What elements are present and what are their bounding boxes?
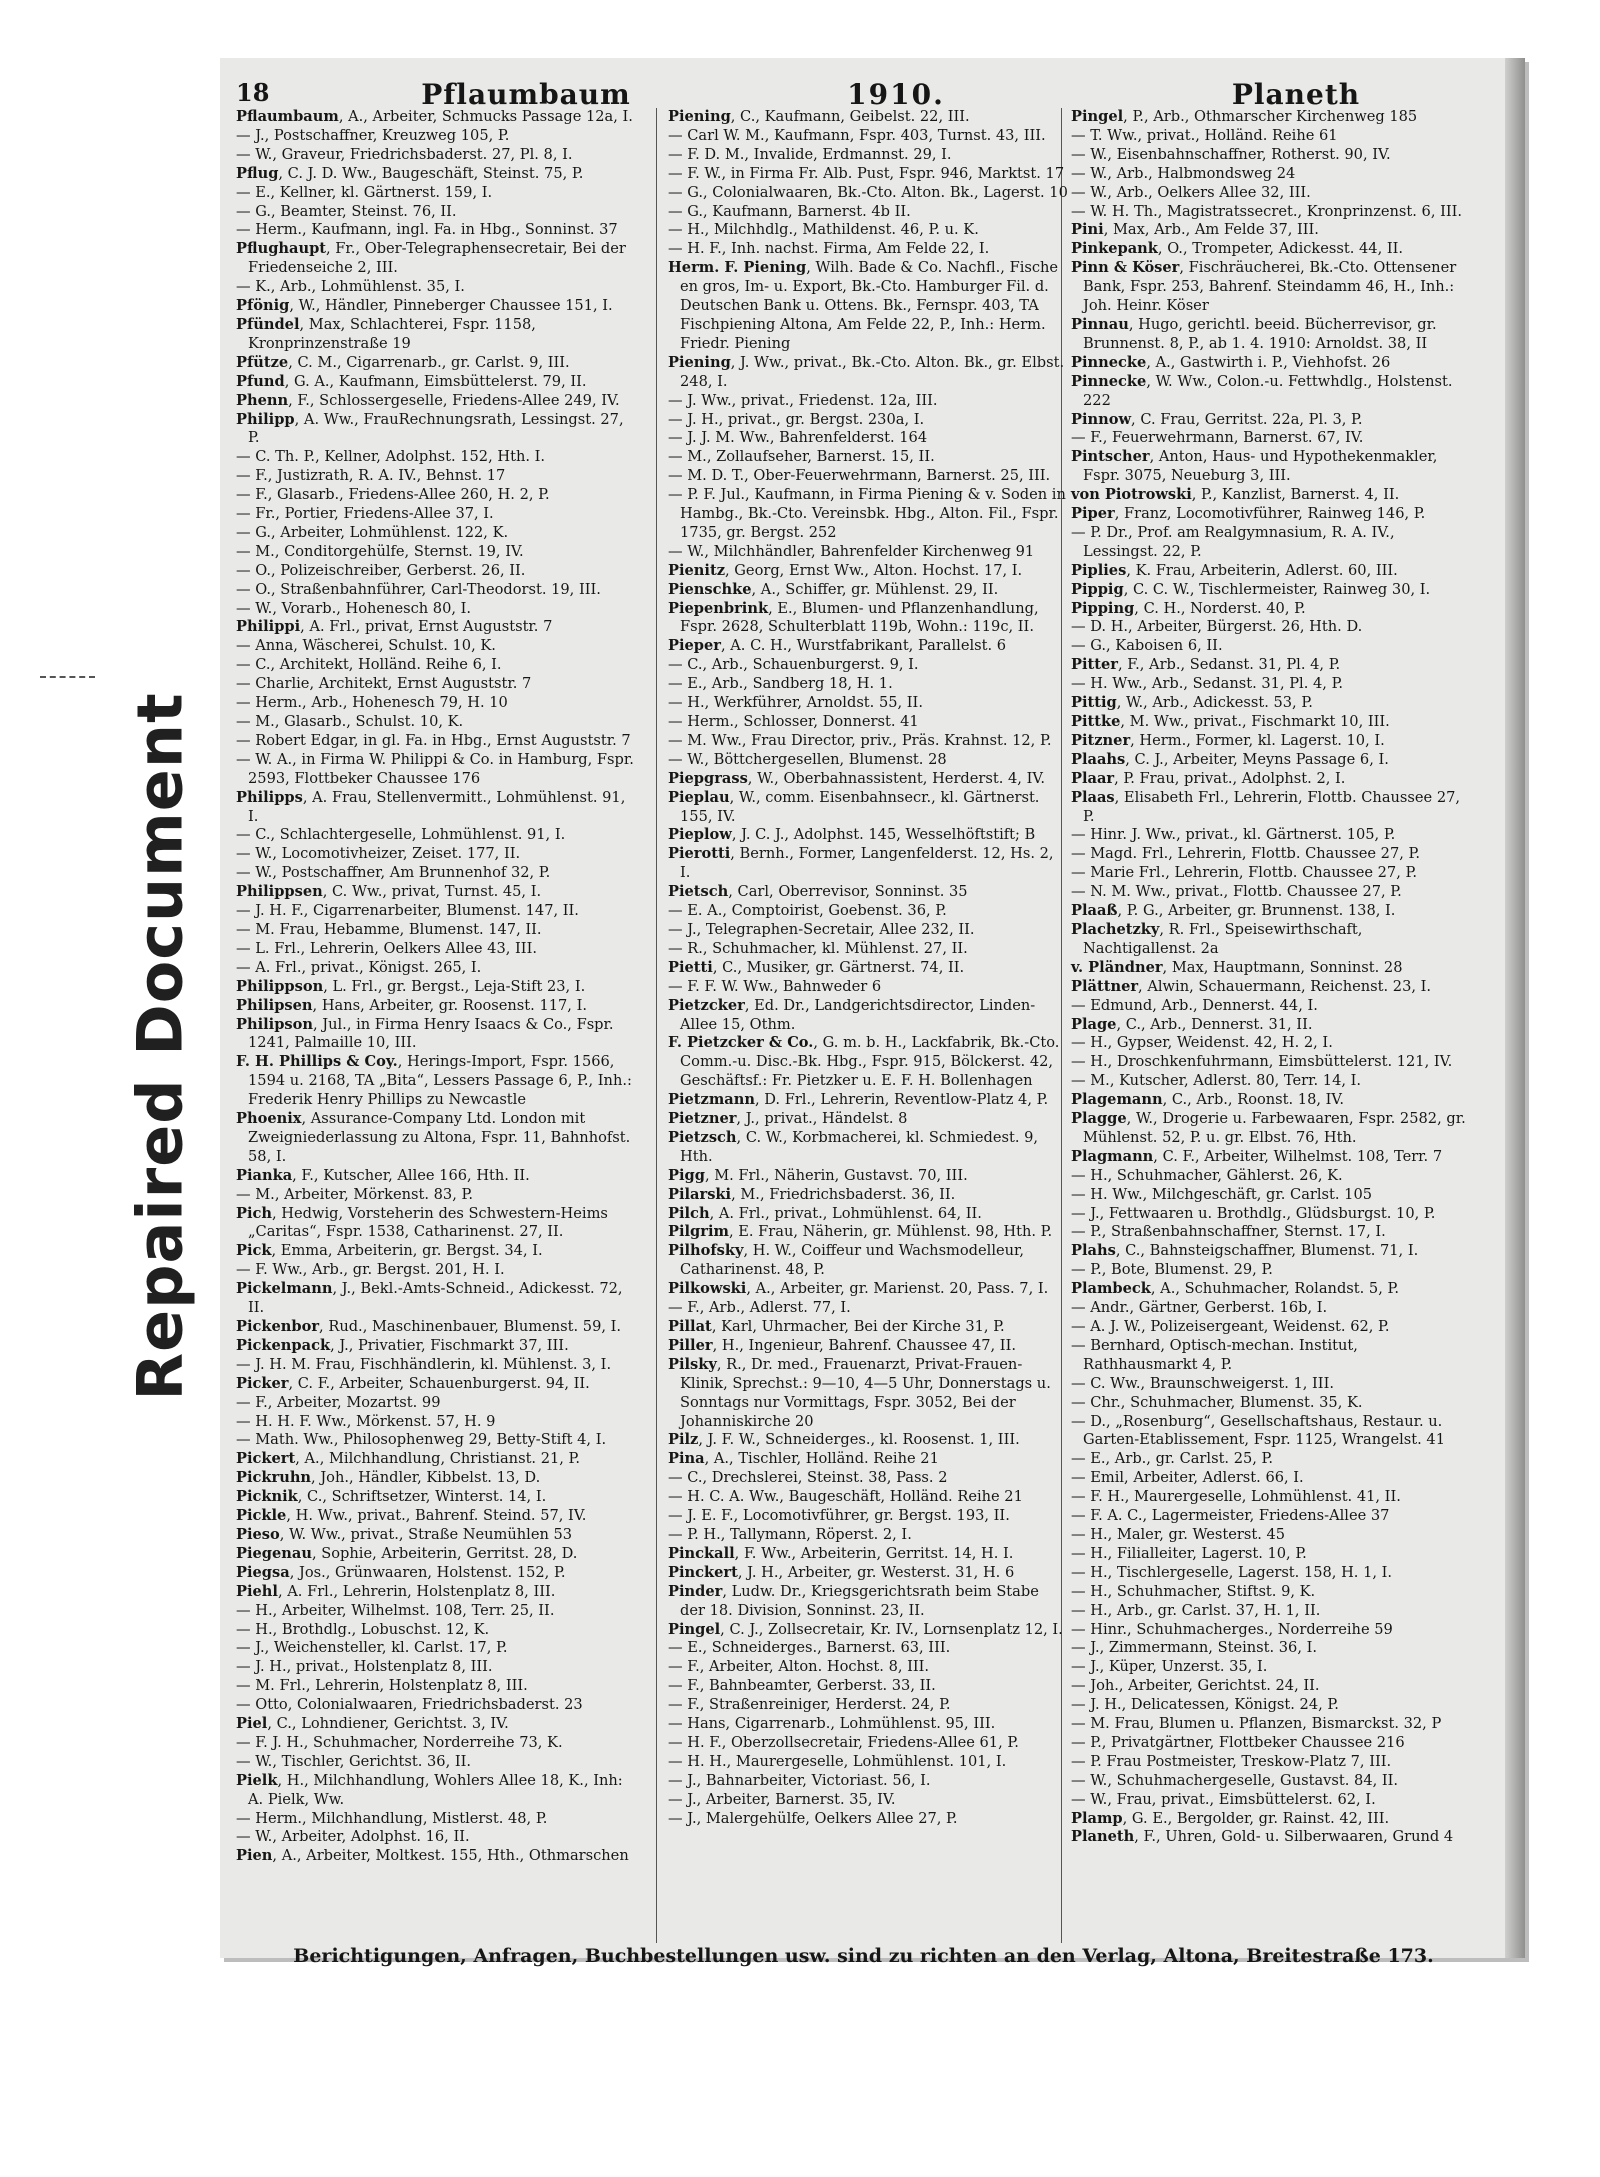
- directory-entry: — Marie Frl., Lehrerin, Flottb. Chaussee 27, P.: [1071, 864, 1417, 882]
- directory-entry: — H. H., Maurergeselle, Lohmühlenst. 101, I.: [668, 1752, 1007, 1770]
- directory-entry: — W., Arb., Oelkers Allee 32, III.: [1071, 183, 1311, 201]
- directory-entry: — N. M. Ww., privat., Flottb. Chaussee 27, P.: [1071, 883, 1402, 901]
- directory-entry: Pieplau, W., comm. Eisenbahnsecr., kl. Gärtnerst. 155, IV.: [668, 788, 1040, 825]
- directory-entry: — T. Ww., privat., Holländ. Reihe 61: [1071, 126, 1338, 144]
- directory-entry: — F., Arbeiter, Mozartst. 99: [236, 1393, 441, 1411]
- directory-entry: — Bernhard, Optisch-mechan. Institut, Rathhausmarkt 4, P.: [1071, 1336, 1358, 1373]
- directory-entry: — J., Telegraphen-Secretair, Allee 232, II.: [668, 920, 975, 938]
- directory-entry: Plaas, Elisabeth Frl., Lehrerin, Flottb. Chaussee 27, P.: [1071, 788, 1461, 825]
- directory-entry: Pitzner, Herm., Former, kl. Lagerst. 10, I.: [1071, 731, 1385, 749]
- directory-entry: — J. Ww., privat., Friedenst. 12a, III.: [668, 391, 938, 409]
- directory-entry: — M., Zollaufseher, Barnerst. 15, II.: [668, 448, 935, 466]
- directory-entry: — Edmund, Arb., Dennerst. 44, I.: [1071, 996, 1318, 1014]
- directory-entry: Philipps, A. Frau, Stellenvermitt., Lohmühlenst. 91, I.: [236, 788, 626, 825]
- directory-entry: — W., Postschaffner, Am Brunnenhof 32, P.: [236, 864, 551, 882]
- directory-entry: Pinnow, C. Frau, Gerritst. 22a, Pl. 3, P.: [1071, 410, 1363, 428]
- directory-entry: — P. H., Tallymann, Röperst. 2, I.: [668, 1525, 912, 1543]
- directory-entry: Phenn, F., Schlossergeselle, Friedens-Allee 249, IV.: [236, 391, 620, 409]
- directory-entry: — H. C. A. Ww., Baugeschäft, Holländ. Reihe 21: [668, 1488, 1023, 1506]
- directory-entry: Pitter, F., Arb., Sedanst. 31, Pl. 4, P.: [1071, 656, 1341, 674]
- directory-entry: — Herm., Schlosser, Donnerst. 41: [668, 713, 919, 730]
- directory-entry: Pilsky, R., Dr. med., Frauenarzt, Privat-Frauen-Klinik, Sprechst.: 9—10, 4—5 Uhr, Donnerstags u. Sonntags nur Vormittags, Fspr. 3052, Bei der Johanniskirche 20: [668, 1355, 1051, 1430]
- directory-entry: Pina, A., Tischler, Holländ. Reihe 21: [668, 1450, 939, 1468]
- directory-entry: Pilarski, M., Friedrichsbaderst. 36, II.: [668, 1185, 956, 1203]
- directory-entry: — J., Fettwaaren u. Brothdlg., Glüdsburgst. 10, P.: [1071, 1204, 1436, 1222]
- directory-entry: — W., Milchhändler, Bahrenfelder Kirchenweg 91: [668, 542, 1035, 560]
- directory-entry: Plagmann, C. F., Arbeiter, Wilhelmst. 108, Terr. 7: [1071, 1147, 1443, 1165]
- directory-entry: Pinkepank, O., Trompeter, Adickesst. 44, II.: [1071, 240, 1404, 258]
- directory-entry: — Carl W. M., Kaufmann, Fspr. 403, Turnst. 43, III.: [668, 126, 1046, 144]
- directory-entry: Plagge, W., Drogerie u. Farbewaaren, Fspr. 2582, gr. Mühlenst. 52, P. u. gr. Elbst. 76, Hth.: [1071, 1110, 1466, 1146]
- directory-entry: — F. D. M., Invalide, Erdmannst. 29, I.: [668, 145, 952, 163]
- directory-entry: Phoenix, Assurance-Company Ltd. London mit Zweigniederlassung zu Altona, Fspr. 11, Bahnhofst. 58, I.: [236, 1110, 631, 1165]
- directory-entry: Piper, Franz, Locomotivführer, Rainweg 146, P.: [1071, 505, 1426, 523]
- directory-entry: — H., Milchhdlg., Mathildenst. 46, P. u. K.: [668, 221, 979, 239]
- directory-entry: — J., Arbeiter, Barnerst. 35, IV.: [668, 1790, 896, 1808]
- directory-entry: Pinckall, F. Ww., Arbeiterin, Gerritst. 14, H. I.: [668, 1544, 1014, 1562]
- directory-entry: — W. H. Th., Magistratssecret., Kronprinzenst. 6, III.: [1071, 202, 1463, 220]
- directory-entry: Plagemann, C., Arb., Roonst. 18, IV.: [1071, 1091, 1345, 1109]
- directory-entry: — E., Arb., Sandberg 18, H. 1.: [668, 675, 893, 693]
- directory-entry: Pien, A., Arbeiter, Moltkest. 155, Hth., Othmarschen: [236, 1847, 629, 1865]
- directory-entry: — H., Brothdlg., Lobuschst. 12, K.: [236, 1620, 490, 1638]
- directory-entry: Pickenbor, Rud., Maschinenbauer, Blumenst. 59, I.: [236, 1318, 622, 1335]
- directory-entry: Pilgrim, E. Frau, Näherin, gr. Mühlenst. 98, Hth. P.: [668, 1223, 1053, 1241]
- directory-entry: — W., Eisenbahnschaffner, Rotherst. 90, IV.: [1071, 145, 1391, 163]
- directory-entry: Pilz, J. F. W., Schneiderges., kl. Roosenst. 1, III.: [668, 1431, 1020, 1449]
- directory-entry: — H., Maler, gr. Westerst. 45: [1071, 1525, 1286, 1543]
- directory-entry: Pickert, A., Milchhandlung, Christianst. 21, P.: [236, 1450, 581, 1468]
- directory-entry: — J. H., privat., Holstenplatz 8, III.: [236, 1658, 493, 1676]
- directory-entry: — Emil, Arbeiter, Adlerst. 66, I.: [1071, 1469, 1304, 1487]
- directory-entry: Pittke, M. Ww., privat., Fischmarkt 10, III.: [1071, 713, 1390, 730]
- directory-entry: Piepgrass, W., Oberbahnassistent, Herderst. 4, IV.: [668, 769, 1045, 787]
- directory-entry: Philipsen, Hans, Arbeiter, gr. Roosenst. 117, I.: [236, 996, 587, 1014]
- directory-entry: — H., Droschkenfuhrmann, Eimsbüttelerst. 121, IV.: [1071, 1053, 1453, 1071]
- directory-entry: Philippson, L. Frl., gr. Bergst., Leja-Stift 23, I.: [236, 977, 586, 995]
- directory-entry: Pfütze, C. M., Cigarrenarb., gr. Carlst. 9, III.: [236, 353, 570, 371]
- directory-entry: — P. Dr., Prof. am Realgymnasium, R. A. IV., Lessingst. 22, P.: [1071, 523, 1395, 560]
- directory-entry: Plaar, P. Frau, privat., Adolphst. 2, I.: [1071, 769, 1346, 787]
- directory-entry: — W. A., in Firma W. Philippi & Co. in Hamburg, Fspr. 2593, Flottbeker Chaussee 176: [236, 750, 634, 787]
- directory-entry: — Hinr., Schuhmacherges., Norderreihe 59: [1071, 1620, 1393, 1638]
- column-rule-1: [656, 108, 657, 1943]
- directory-entry: Philippi, A. Frl., privat, Ernst Auguststr. 7: [236, 618, 553, 636]
- directory-entry: Plaahs, C. J., Arbeiter, Meyns Passage 6, I.: [1071, 750, 1389, 768]
- directory-entry: Herm. F. Piening, Wilh. Bade & Co. Nachfl., Fische en gros, Im- u. Export, Bk.-Cto. Hamburger Fil. d. Deutschen Bank u. Ottens. Bk., Fernspr. 403, TA Fischpiening Altona, Am Felde 22, P., Inh.: Herm. Friedr. Piening: [668, 259, 1059, 352]
- directory-entry: — A. J. W., Polizeisergeant, Weidenst. 62, P.: [1071, 1318, 1390, 1335]
- directory-entry: — M. D. T., Ober-Feuerwehrmann, Barnerst. 25, III.: [668, 467, 1051, 485]
- directory-entry: — J., Weichensteller, kl. Carlst. 17, P.: [236, 1639, 508, 1657]
- directory-entry: — O., Polizeischreiber, Gerberst. 26, II.: [236, 561, 526, 579]
- directory-entry: — E., Schneiderges., Barnerst. 63, III.: [668, 1639, 951, 1657]
- directory-entry: — M., Conditorgehülfe, Sternst. 19, IV.: [236, 542, 524, 560]
- directory-entry: — Andr., Gärtner, Gerberst. 16b, I.: [1071, 1299, 1328, 1317]
- directory-entry: Pfündel, Max, Schlachterei, Fspr. 1158, Kronprinzenstraße 19: [236, 315, 536, 352]
- directory-entry: Pippig, C. C. W., Tischlermeister, Rainweg 30, I.: [1071, 580, 1431, 598]
- directory-entry: von Piotrowski, P., Kanzlist, Barnerst. 4, II.: [1071, 486, 1400, 504]
- directory-entry: — F., Justizrath, R. A. IV., Behnst. 17: [236, 467, 506, 485]
- directory-entry: — G., Beamter, Steinst. 76, II.: [236, 202, 457, 220]
- directory-entry: — W., Graveur, Friedrichsbaderst. 27, Pl. 8, I.: [236, 145, 573, 163]
- directory-entry: — Anna, Wäscherei, Schulst. 10, K.: [236, 637, 496, 655]
- directory-entry: — J., Bahnarbeiter, Victoriast. 56, I.: [668, 1771, 931, 1789]
- directory-entry: Pingel, C. J., Zollsecretair, Kr. IV., Lornsenplatz 12, I.: [668, 1620, 1063, 1638]
- directory-entry: Piplies, K. Frau, Arbeiterin, Adlerst. 60, III.: [1071, 561, 1398, 579]
- header-right-keyword: Planeth: [1231, 78, 1361, 111]
- directory-entry: Picknik, C., Schriftsetzer, Winterst. 14, I.: [236, 1488, 547, 1506]
- directory-entry: Pietti, C., Musiker, gr. Gärtnerst. 74, II.: [668, 958, 965, 976]
- directory-entry: Piehl, A. Frl., Lehrerin, Holstenplatz 8, III.: [236, 1582, 556, 1600]
- directory-entry: — J., Küper, Unzerst. 35, I.: [1071, 1658, 1268, 1676]
- directory-entry: — P. Frau Postmeister, Treskow-Platz 7, III.: [1071, 1752, 1392, 1770]
- directory-entry: — H., Gypser, Weidenst. 42, H. 2, I.: [1071, 1034, 1333, 1052]
- directory-entry: Pflughaupt, Fr., Ober-Telegraphensecretair, Bei der Friedenseiche 2, III.: [236, 240, 626, 277]
- directory-entry: Pfund, G. A., Kaufmann, Eimsbüttelerst. 79, II.: [236, 372, 587, 390]
- cut-mark: [40, 676, 95, 678]
- directory-entry: — H., Schuhmacher, Stiftst. 9, K.: [1071, 1582, 1316, 1600]
- directory-entry: — D., „Rosenburg“, Gesellschaftshaus, Restaur. u. Garten-Etablissement, Fspr. 1125, Wrangelst. 41: [1071, 1412, 1445, 1449]
- side-stamp: Repaired Document: [123, 692, 197, 1401]
- directory-entry: Pingel, P., Arb., Othmarscher Kirchenweg 185: [1071, 108, 1418, 125]
- directory-entry: — F., Arbeiter, Alton. Hochst. 8, III.: [668, 1658, 930, 1676]
- directory-entry: — C., Arb., Schauenburgerst. 9, I.: [668, 656, 919, 674]
- directory-entry: Piepenbrink, E., Blumen- und Pflanzenhandlung, Fspr. 2628, Schulterblatt 119b, Wohn.: 119c, II.: [668, 599, 1039, 636]
- directory-entry: — F., Feuerwehrmann, Barnerst. 67, IV.: [1071, 429, 1364, 447]
- directory-entry: — J., Malergehülfe, Oelkers Allee 27, P.: [668, 1809, 958, 1827]
- directory-entry: — H. Ww., Arb., Sedanst. 31, Pl. 4, P.: [1071, 675, 1344, 693]
- directory-entry: — F., Arb., Adlerst. 77, I.: [668, 1299, 851, 1317]
- directory-entry: Philippsen, C. Ww., privat, Turnst. 45, I.: [236, 883, 542, 901]
- directory-entry: — H. Ww., Milchgeschäft, gr. Carlst. 105: [1071, 1185, 1373, 1203]
- directory-entry: Pianka, F., Kutscher, Allee 166, Hth. II.: [236, 1166, 530, 1184]
- directory-entry: Pigg, M. Frl., Näherin, Gustavst. 70, III.: [668, 1166, 968, 1184]
- directory-entry: Plaaß, P. G., Arbeiter, gr. Brunnenst. 138, I.: [1071, 902, 1396, 920]
- directory-entry: — A. Frl., privat., Königst. 265, I.: [236, 958, 482, 976]
- directory-entry: — M. Ww., Frau Director, priv., Präs. Krahnst. 12, P.: [668, 731, 1052, 749]
- directory-entry: — F. A. C., Lagermeister, Friedens-Allee 37: [1071, 1507, 1390, 1525]
- directory-entry: Picker, C. F., Arbeiter, Schauenburgerst. 94, II.: [236, 1374, 590, 1392]
- directory-entry: F. H. Phillips & Coy., Herings-Import, Fspr. 1566, 1594 u. 2168, TA „Bita“, Lessers Passage 6, P., Inh.: Frederik Henry Phillips zu Newcastle: [236, 1053, 632, 1109]
- directory-entry: Pittig, W., Arb., Adickesst. 53, P.: [1071, 694, 1313, 712]
- directory-entry: Pielk, H., Milchhandlung, Wohlers Allee 18, K., Inh: A. Pielk, Ww.: [236, 1771, 623, 1808]
- directory-entry: Pickelmann, J., Bekl.-Amts-Schneid., Adickesst. 72, II.: [236, 1280, 623, 1317]
- directory-entry: — H. F., Inh. nachst. Firma, Am Felde 22, I.: [668, 240, 990, 258]
- directory-entry: — P., Privatgärtner, Flottbeker Chaussee 216: [1071, 1733, 1405, 1751]
- page-number: 18: [236, 78, 270, 107]
- directory-entry: — P., Bote, Blumenst. 29, P.: [1071, 1261, 1273, 1279]
- directory-entry: — Chr., Schuhmacher, Blumenst. 35, K.: [1071, 1393, 1363, 1411]
- directory-entry: Pflaumbaum, A., Arbeiter, Schmucks Passage 12a, I.: [236, 108, 633, 125]
- directory-entry: — J. J. M. Ww., Bahrenfelderst. 164: [668, 429, 928, 447]
- directory-entry: Pinnecke, W. Ww., Colon.-u. Fettwhdlg., Holstenst. 222: [1071, 372, 1453, 409]
- directory-entry: — Math. Ww., Philosophenweg 29, Betty-Stift 4, I.: [236, 1431, 607, 1449]
- directory-entry: Plage, C., Arb., Dennerst. 31, II.: [1071, 1015, 1313, 1033]
- column-1: [236, 108, 636, 1866]
- directory-entry: Pilkowski, A., Arbeiter, gr. Marienst. 20, Pass. 7, I.: [668, 1280, 1049, 1298]
- directory-entry: Pilhofsky, H. W., Coiffeur und Wachsmodelleur, Catharinenst. 48, P.: [668, 1242, 1025, 1279]
- directory-entry: — J. H. M. Frau, Fischhändlerin, kl. Mühlenst. 3, I.: [236, 1355, 612, 1373]
- directory-entry: Planeth, F., Uhren, Gold- u. Silberwaaren, Grund 4: [1071, 1828, 1454, 1846]
- directory-entry: — D. H., Arbeiter, Bürgerst. 26, Hth. D.: [1071, 618, 1363, 636]
- directory-entry: Pini, Max, Arb., Am Felde 37, III.: [1071, 221, 1319, 239]
- directory-entry: Pietzsch, C. W., Korbmacherei, kl. Schmiedest. 9, Hth.: [668, 1128, 1039, 1165]
- directory-entry: Piller, H., Ingenieur, Bahrenf. Chaussee 47, II.: [668, 1336, 1016, 1354]
- directory-entry: Piening, C., Kaufmann, Geibelst. 22, III.: [668, 108, 970, 125]
- directory-entry: Piegsa, Jos., Grünwaaren, Holstenst. 152, P.: [236, 1563, 566, 1581]
- directory-entry: — E. A., Comptoirist, Goebenst. 36, P.: [668, 902, 947, 920]
- directory-entry: — F. Ww., Arb., gr. Bergst. 201, H. I.: [236, 1261, 505, 1279]
- directory-entry: — Magd. Frl., Lehrerin, Flottb. Chaussee 27, P.: [1071, 845, 1421, 863]
- directory-entry: — G., Colonialwaaren, Bk.-Cto. Alton. Bk., Lagerst. 10: [668, 183, 1068, 201]
- directory-entry: Pickenpack, J., Privatier, Fischmarkt 37, III.: [236, 1336, 569, 1354]
- directory-entry: Pienschke, A., Schiffer, gr. Mühlenst. 29, II.: [668, 580, 999, 598]
- directory-entry: Philipp, A. Ww., FrauRechnungsrath, Lessingst. 27, P.: [236, 410, 624, 447]
- directory-entry: Pieper, A. C. H., Wurstfabrikant, Parallelst. 6: [668, 637, 1007, 655]
- directory-entry: — H. F., Oberzollsecretair, Friedens-Allee 61, P.: [668, 1733, 1019, 1751]
- column-2: [668, 108, 1068, 1828]
- directory-entry: — C., Architekt, Holländ. Reihe 6, I.: [236, 656, 502, 674]
- directory-entry: — C., Drechslerei, Steinst. 38, Pass. 2: [668, 1469, 948, 1487]
- directory-entry: — M., Glasarb., Schulst. 10, K.: [236, 713, 464, 730]
- directory-entry: — F. J. H., Schuhmacher, Norderreihe 73, K.: [236, 1733, 563, 1751]
- directory-entry: — F. F. W. Ww., Bahnweder 6: [668, 977, 882, 995]
- directory-entry: — H., Tischlergeselle, Lagerst. 158, H. 1, I.: [1071, 1563, 1393, 1581]
- directory-entry: Plamp, G. E., Bergolder, gr. Rainst. 42, III.: [1071, 1809, 1390, 1827]
- directory-entry: — W., Arb., Halbmondsweg 24: [1071, 164, 1296, 182]
- page-edge-shadow: [1505, 58, 1525, 1958]
- directory-entry: Plachetzky, R. Frl., Speisewirthschaft, Nachtigallenst. 2a: [1071, 920, 1363, 957]
- directory-entry: — M., Kutscher, Adlerst. 80, Terr. 14, I.: [1071, 1072, 1362, 1090]
- column-3: [1071, 108, 1471, 1847]
- directory-entry: v. Pländner, Max, Hauptmann, Sonninst. 28: [1071, 958, 1403, 976]
- directory-entry: — C., Schlachtergeselle, Lohmühlenst. 91, I.: [236, 826, 566, 844]
- directory-entry: Pieso, W. Ww., privat., Straße Neumühlen 53: [236, 1525, 573, 1543]
- directory-entry: — W., Schuhmachergeselle, Gustavst. 84, II.: [1071, 1771, 1399, 1789]
- directory-entry: — G., Arbeiter, Lohmühlenst. 122, K.: [236, 523, 509, 541]
- directory-entry: — C. Ww., Braunschweigerst. 1, III.: [1071, 1374, 1334, 1392]
- directory-entry: — K., Arb., Lohmühlenst. 35, I.: [236, 278, 465, 296]
- directory-entry: — M. Frau, Hebamme, Blumenst. 147, II.: [236, 920, 542, 938]
- directory-entry: Pinn & Köser, Fischräucherei, Bk.-Cto. Ottensener Bank, Fspr. 253, Bahrenf. Steindamm 46, H., Inh.: Joh. Heinr. Köser: [1071, 259, 1457, 315]
- directory-entry: — P., Straßenbahnschaffner, Sternst. 17, I.: [1071, 1223, 1386, 1241]
- directory-entry: — J. H. F., Cigarrenarbeiter, Blumenst. 147, II.: [236, 902, 579, 920]
- directory-entry: — F., Straßenreiniger, Herderst. 24, P.: [668, 1696, 951, 1714]
- directory-entry: — Joh., Arbeiter, Gerichtst. 24, II.: [1071, 1677, 1320, 1695]
- directory-entry: — W., Vorarb., Hohenesch 80, I.: [236, 599, 472, 617]
- directory-entry: Plättner, Alwin, Schauermann, Reichenst. 23, I.: [1071, 977, 1432, 995]
- directory-entry: Pinnau, Hugo, gerichtl. beeid. Bücherrevisor, gr. Brunnenst. 8, P., ab 1. 4. 1910: Arnoldst. 38, II: [1071, 315, 1437, 352]
- directory-entry: — J., Postschaffner, Kreuzweg 105, P.: [236, 126, 510, 144]
- directory-entry: Plahs, C., Bahnsteigschaffner, Blumenst. 71, I.: [1071, 1242, 1419, 1260]
- directory-entry: — Hans, Cigarrenarb., Lohmühlenst. 95, III.: [668, 1715, 996, 1733]
- directory-entry: — F., Bahnbeamter, Gerberst. 33, II.: [668, 1677, 936, 1695]
- directory-entry: — M., Arbeiter, Mörkenst. 83, P.: [236, 1185, 473, 1203]
- directory-entry: — F. H., Maurergeselle, Lohmühlenst. 41, II.: [1071, 1488, 1401, 1506]
- directory-entry: — M. Frau, Blumen u. Pflanzen, Bismarckst. 32, P: [1071, 1715, 1442, 1733]
- directory-entry: — R., Schuhmacher, kl. Mühlenst. 27, II.: [668, 939, 968, 957]
- directory-entry: Pietzmann, D. Frl., Lehrerin, Reventlow-Platz 4, P.: [668, 1091, 1049, 1109]
- directory-entry: — L. Frl., Lehrerin, Oelkers Allee 43, III.: [236, 939, 537, 957]
- directory-entry: — Herm., Milchhandlung, Mistlerst. 48, P.: [236, 1809, 548, 1827]
- directory-entry: — E., Kellner, kl. Gärtnerst. 159, I.: [236, 183, 493, 201]
- directory-entry: — Hinr. J. Ww., privat., kl. Gärtnerst. 105, P.: [1071, 826, 1396, 844]
- directory-entry: Pienitz, Georg, Ernst Ww., Alton. Hochst. 17, I.: [668, 561, 1023, 579]
- directory-entry: Piel, C., Lohndiener, Gerichtst. 3, IV.: [236, 1715, 509, 1733]
- directory-entry: Pietsch, Carl, Oberrevisor, Sonninst. 35: [668, 883, 968, 901]
- directory-entry: Pfönig, W., Händler, Pinneberger Chaussee 151, I.: [236, 297, 613, 315]
- directory-entry: — O., Straßenbahnführer, Carl-Theodorst. 19, III.: [236, 580, 601, 598]
- directory-entry: — Herm., Kaufmann, ingl. Fa. in Hbg., Sonninst. 37: [236, 221, 618, 239]
- directory-entry: — Herm., Arb., Hohenesch 79, H. 10: [236, 694, 508, 712]
- directory-entry: — H., Arbeiter, Wilhelmst. 108, Terr. 25, II.: [236, 1601, 555, 1619]
- directory-entry: — Fr., Portier, Friedens-Allee 37, I.: [236, 505, 494, 523]
- directory-entry: — C. Th. P., Kellner, Adolphst. 152, Hth. I.: [236, 448, 546, 466]
- directory-entry: — W., Frau, privat., Eimsbüttelerst. 62, I.: [1071, 1790, 1376, 1808]
- directory-entry: Pinckert, J. H., Arbeiter, gr. Westerst. 31, H. 6: [668, 1563, 1015, 1581]
- directory-entry: — W., Arbeiter, Adolphst. 16, II.: [236, 1828, 470, 1846]
- directory-entry: Pickruhn, Joh., Händler, Kibbelst. 13, D.: [236, 1469, 541, 1487]
- directory-entry: — J. H., Delicatessen, Königst. 24, P.: [1071, 1696, 1339, 1714]
- directory-entry: Pillat, Karl, Uhrmacher, Bei der Kirche 31, P.: [668, 1318, 1005, 1335]
- directory-entry: — W., Tischler, Gerichtst. 36, II.: [236, 1752, 472, 1770]
- directory-entry: — W., Locomotivheizer, Zeiset. 177, II.: [236, 845, 521, 863]
- directory-entry: — F., Glasarb., Friedens-Allee 260, H. 2, P.: [236, 486, 550, 504]
- directory-entry: — J. H., privat., gr. Bergst. 230a, I.: [668, 410, 925, 428]
- directory-entry: — H., Filialleiter, Lagerst. 10, P.: [1071, 1544, 1307, 1562]
- directory-entry: Plambeck, A., Schuhmacher, Rolandst. 5, P.: [1071, 1280, 1399, 1298]
- directory-entry: — J., Zimmermann, Steinst. 36, I.: [1071, 1639, 1318, 1657]
- directory-entry: — G., Kaufmann, Barnerst. 4b II.: [668, 202, 911, 220]
- directory-entry: — E., Arb., gr. Carlst. 25, P.: [1071, 1450, 1274, 1468]
- directory-entry: — W., Böttchergesellen, Blumenst. 28: [668, 750, 947, 768]
- directory-entry: Pick, Emma, Arbeiterin, gr. Bergst. 34, I.: [236, 1242, 543, 1260]
- directory-entry: Pinder, Ludw. Dr., Kriegsgerichtsrath beim Stabe der 18. Division, Sonninst. 23, II.: [668, 1582, 1039, 1619]
- directory-entry: — Charlie, Architekt, Ernst Auguststr. 7: [236, 675, 532, 693]
- directory-entry: Pietzcker, Ed. Dr., Landgerichtsdirector, Linden-Allee 15, Othm.: [668, 996, 1036, 1033]
- directory-entry: Philipson, Jul., in Firma Henry Isaacs & Co., Fspr. 1241, Palmaille 10, III.: [236, 1015, 614, 1052]
- directory-entry: Pierotti, Bernh., Former, Langenfelderst. 12, Hs. 2, I.: [668, 845, 1054, 882]
- directory-entry: Pilch, A. Frl., privat., Lohmühlenst. 64, II.: [668, 1204, 982, 1222]
- directory-entry: — H., Arb., gr. Carlst. 37, H. 1, II.: [1071, 1601, 1321, 1619]
- header-year: 1910.: [847, 78, 945, 111]
- directory-entry: Piening, J. Ww., privat., Bk.-Cto. Alton. Bk., gr. Elbst. 248, I.: [668, 353, 1065, 390]
- directory-entry: — Otto, Colonialwaaren, Friedrichsbaderst. 23: [236, 1696, 583, 1714]
- directory-entry: Pich, Hedwig, Vorsteherin des Schwestern-Heims „Caritas“, Fspr. 1538, Catharinenst. 27, II.: [236, 1204, 608, 1241]
- directory-entry: F. Pietzcker & Co., G. m. b. H., Lackfabrik, Bk.-Cto. Comm.-u. Disc.-Bk. Hbg., Fspr. 915, Bölckerst. 42, Geschäftsf.: Fr. Pietzker u. E. F. H. Bollenhagen: [668, 1034, 1060, 1090]
- directory-entry: — H. H. F. Ww., Mörkenst. 57, H. 9: [236, 1412, 496, 1430]
- header-left-keyword: Pflaumbaum: [421, 78, 631, 111]
- directory-entry: — H., Werkführer, Arnoldst. 55, II.: [668, 694, 923, 712]
- directory-entry: — M. Frl., Lehrerin, Holstenplatz 8, III.: [236, 1677, 528, 1695]
- directory-entry: Pietzner, J., privat., Händelst. 8: [668, 1110, 908, 1128]
- directory-entry: Pflug, C. J. D. Ww., Baugeschäft, Steinst. 75, P.: [236, 164, 584, 182]
- directory-entry: Pickle, H. Ww., privat., Bahrenf. Steind. 57, IV.: [236, 1507, 587, 1525]
- directory-entry: Pieplow, J. C. J., Adolphst. 145, Wesselhöftstift; B: [668, 826, 1036, 844]
- directory-entry: — P. F. Jul., Kaufmann, in Firma Piening & v. Soden in Hambg., Bk.-Cto. Vereinsbk. Hbg., Alton. Fil., Fspr. 1735, gr. Bergst. 252: [668, 486, 1066, 541]
- page-footer: Berichtigungen, Anfragen, Buchbestellungen usw. sind zu richten an den Verlag, Altona, Breitestraße 173.: [293, 1945, 1434, 1967]
- directory-entry: Pinnecke, A., Gastwirth i. P., Viehhofst. 26: [1071, 353, 1391, 371]
- directory-entry: Piegenau, Sophie, Arbeiterin, Gerritst. 28, D.: [236, 1544, 578, 1562]
- directory-entry: Pintscher, Anton, Haus- und Hypothekenmakler, Fspr. 3075, Neueburg 3, III.: [1071, 448, 1438, 485]
- directory-entry: — H., Schuhmacher, Gählerst. 26, K.: [1071, 1166, 1343, 1184]
- directory-entry: Pipping, C. H., Norderst. 40, P.: [1071, 599, 1306, 617]
- directory-entry: — Robert Edgar, in gl. Fa. in Hbg., Ernst Auguststr. 7: [236, 731, 631, 749]
- directory-entry: — F. W., in Firma Fr. Alb. Pust, Fspr. 946, Marktst. 17: [668, 164, 1065, 182]
- directory-entry: — J. E. F., Locomotivführer, gr. Bergst. 193, II.: [668, 1507, 1010, 1525]
- directory-entry: — G., Kaboisen 6, II.: [1071, 637, 1223, 655]
